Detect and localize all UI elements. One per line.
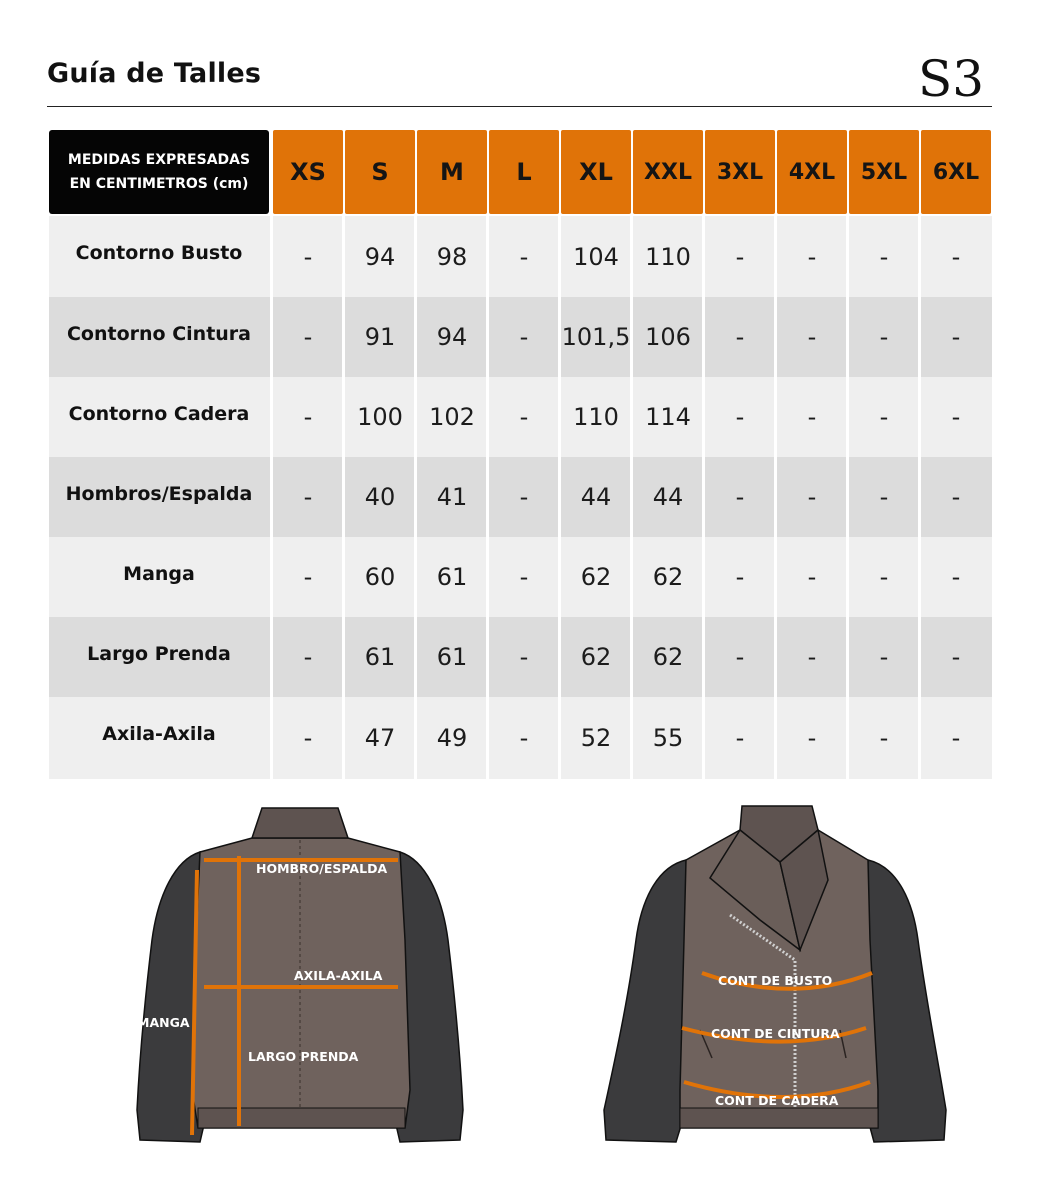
size-header-xl: XL (561, 130, 631, 214)
table-cell: - (735, 242, 745, 271)
back-body (192, 838, 410, 1128)
table-cell: 61 (436, 643, 468, 671)
label-hombro: HOMBRO/ESPALDA (256, 861, 388, 876)
table-cell: 91 (364, 323, 396, 351)
table-cell: 41 (436, 483, 468, 511)
table-cell: 40 (364, 483, 396, 511)
table-cell: - (519, 403, 529, 431)
size-header-4xl: 4XL (777, 130, 847, 214)
table-cell: - (951, 643, 961, 671)
table-cell: - (807, 242, 817, 271)
jacket-front (604, 806, 946, 1142)
table-cell: 49 (436, 724, 468, 752)
table-cell: - (951, 483, 961, 511)
table-cell: - (951, 724, 961, 752)
table-cell: - (519, 483, 529, 511)
table-cell: - (807, 563, 817, 591)
table-cell: - (951, 242, 961, 271)
table-cell: 104 (573, 242, 619, 271)
brand-logo (918, 52, 986, 102)
column-divider (630, 216, 633, 779)
table-cell: - (303, 724, 313, 752)
table-cell: 98 (436, 242, 468, 271)
column-divider (774, 216, 777, 779)
table-cell: - (303, 323, 313, 351)
row-label: Hombros/Espalda (65, 483, 253, 505)
table-cell: 55 (652, 724, 684, 752)
table-cell: - (303, 483, 313, 511)
column-divider (558, 216, 561, 779)
size-header-xs: XS (273, 130, 343, 214)
front-left-sleeve (604, 860, 692, 1142)
table-cell: - (519, 242, 529, 271)
table-cell: - (879, 403, 889, 431)
table-cell: 60 (364, 563, 396, 591)
row-label: Contorno Cadera (68, 403, 250, 425)
table-cell: 102 (429, 403, 475, 431)
page-title: Guía de Talles (47, 58, 262, 89)
table-cell: 106 (645, 323, 691, 351)
size-header-5xl: 5XL (849, 130, 919, 214)
size-header-l: L (489, 130, 559, 214)
label-axila: AXILA-AXILA (294, 968, 383, 983)
table-cell: 61 (436, 563, 468, 591)
table-cell: - (519, 643, 529, 671)
row-label: Manga (123, 563, 195, 585)
table-cell: - (519, 563, 529, 591)
table-cell: 44 (580, 483, 612, 511)
table-cell: 110 (645, 242, 691, 271)
table-cell: 44 (652, 483, 684, 511)
column-divider (702, 216, 705, 779)
table-cell: 100 (357, 403, 403, 431)
label-manga: MANGA (137, 1015, 190, 1030)
table-cell: - (807, 724, 817, 752)
label-busto: CONT DE BUSTO (718, 973, 833, 988)
back-collar (252, 808, 348, 838)
size-header-xxl: XXL (633, 130, 703, 214)
table-cell: 52 (580, 724, 612, 752)
size-header-3xl: 3XL (705, 130, 775, 214)
table-cell: - (951, 563, 961, 591)
table-cell: - (735, 323, 745, 351)
table-cell: 101,5 (561, 323, 631, 351)
column-divider (270, 216, 273, 779)
table-cell: - (303, 403, 313, 431)
table-cell: - (303, 563, 313, 591)
column-divider (486, 216, 489, 779)
table-cell: - (519, 323, 529, 351)
table-cell: - (879, 242, 889, 271)
table-cell: - (735, 724, 745, 752)
column-divider (918, 216, 921, 779)
table-cell: 62 (652, 563, 684, 591)
label-cadera: CONT DE CADERA (715, 1093, 839, 1108)
table-cell: 62 (580, 563, 612, 591)
table-cell: - (519, 724, 529, 752)
table-cell: - (735, 403, 745, 431)
table-cell: - (951, 403, 961, 431)
row-label: Largo Prenda (87, 643, 231, 665)
size-header-6xl: 6XL (921, 130, 991, 214)
table-cell: - (879, 563, 889, 591)
column-divider (414, 216, 417, 779)
table-corner-label: MEDIDAS EXPRESADAS EN CENTIMETROS (cm) (49, 130, 269, 214)
table-cell: 114 (645, 403, 691, 431)
row-label: Contorno Busto (75, 242, 243, 264)
table-cell: 61 (364, 643, 396, 671)
svg-text:S3: S3 (918, 52, 985, 102)
table-cell: - (807, 403, 817, 431)
jacket-back (137, 808, 463, 1142)
jacket-measurement-diagram (0, 790, 1040, 1190)
table-cell: - (303, 242, 313, 271)
table-cell: - (879, 483, 889, 511)
table-cell: - (303, 643, 313, 671)
table-cell: - (951, 323, 961, 351)
row-label: Contorno Cintura (66, 323, 251, 345)
table-cell: - (807, 483, 817, 511)
title-divider (47, 106, 992, 107)
table-cell: 110 (573, 403, 619, 431)
table-cell: 94 (436, 323, 468, 351)
table-cell: - (879, 323, 889, 351)
label-largo: LARGO PRENDA (248, 1049, 359, 1064)
table-cell: - (807, 323, 817, 351)
size-header-m: M (417, 130, 487, 214)
table-cell: 62 (580, 643, 612, 671)
table-cell: - (735, 643, 745, 671)
table-cell: - (735, 483, 745, 511)
table-cell: 47 (364, 724, 396, 752)
column-divider (846, 216, 849, 779)
table-cell: - (735, 563, 745, 591)
row-label: Axila-Axila (102, 723, 216, 745)
table-cell: - (879, 724, 889, 752)
table-cell: - (879, 643, 889, 671)
label-cintura: CONT DE CINTURA (711, 1026, 840, 1041)
table-cell: 62 (652, 643, 684, 671)
table-cell: 94 (364, 242, 396, 271)
size-header-s: S (345, 130, 415, 214)
table-cell: - (807, 643, 817, 671)
column-divider (342, 216, 345, 779)
